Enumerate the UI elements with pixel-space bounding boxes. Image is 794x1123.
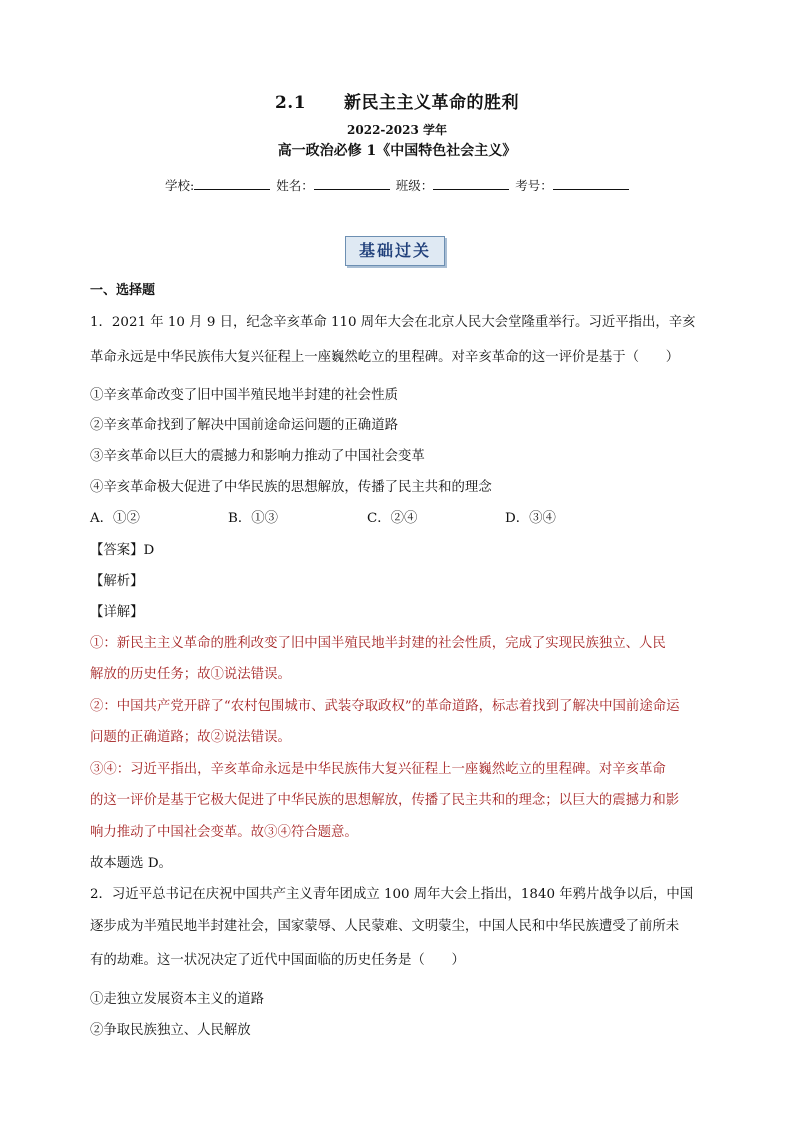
school-blank[interactable] <box>194 178 270 190</box>
section-title: 一、选择题 <box>90 283 156 298</box>
q1-detail-label: 【详解】 <box>90 605 144 620</box>
q1-explanation-line-5: ③④：习近平指出，辛亥革命永远是中华民族伟大复兴征程上一座巍然屹立的里程碑。对辛亥革命 <box>90 762 666 777</box>
q2-stem-line-2: 逐步成为半殖民地半封建社会，国家蒙辱、人民蒙难、文明蒙尘，中国人民和中华民族遭受了前所未 <box>90 919 680 934</box>
student-info-fields <box>165 176 631 194</box>
q1-explanation-line-4: 问题的正确道路；故②说法错误。 <box>90 730 291 745</box>
q1-stem-line-2: 革命永远是中华民族伟大复兴征程上一座巍然屹立的里程碑。对辛亥革命的这一评价是基于（ ） <box>90 350 680 365</box>
q1-explanation-line-7: 响力推动了中国社会变革。故③④符合题意。 <box>90 825 358 840</box>
exam-no-blank[interactable] <box>553 178 629 190</box>
q1-stem-line-1: 1．2021 年 10 月 9 日，纪念辛亥革命 110 周年大会在北京人民大会堂隆重举行。习近平指出，辛亥 <box>90 315 696 330</box>
class-label: 班级： <box>395 178 434 193</box>
q1-explanation-line-2: 解放的历史任务；故①说法错误。 <box>90 667 291 682</box>
q1-analysis-label: 【解析】 <box>90 574 144 589</box>
q1-explanation-line-1: ①：新民主主义革命的胜利改变了旧中国半殖民地半封建的社会性质，完成了实现民族独立、人民 <box>90 636 666 651</box>
q1-explanation-line-3: ②：中国共产党开辟了“农村包围城市、武装夺取政权”的革命道路，标志着找到了解决中国前途命运 <box>90 699 680 714</box>
school-label: 学校: <box>165 178 195 193</box>
page-title <box>0 88 794 113</box>
q1-answer: 【答案】D <box>90 543 155 558</box>
school-year: 2022-2023 学年 <box>347 123 447 137</box>
q1-item-2: ②辛亥革命找到了解决中国前途命运问题的正确道路 <box>90 418 398 433</box>
q1-option-a[interactable]: A．①② <box>90 511 140 526</box>
q1-item-4: ④辛亥革命极大促进了中华民族的思想解放，传播了民主共和的理念 <box>90 480 492 495</box>
q1-option-c[interactable]: C．②④ <box>367 511 418 526</box>
subject-title: 高一政治必修 1《中国特色社会主义》 <box>277 143 517 159</box>
q1-conclusion: 故本题选 D。 <box>90 856 172 871</box>
q1-option-d[interactable]: D．③④ <box>505 511 556 526</box>
title-text: 新民主主义革命的胜利 <box>344 93 520 113</box>
basic-level-badge <box>345 236 445 266</box>
q2-stem-line-3: 有的劫难。这一状况决定了近代中国面临的历史任务是（ ） <box>90 953 465 968</box>
q1-option-b[interactable]: B．①③ <box>228 511 279 526</box>
title-number: 2.1 <box>274 93 307 113</box>
q2-item-2: ②争取民族独立、人民解放 <box>90 1023 251 1038</box>
badge-text: 基础过关 <box>358 241 431 260</box>
q1-options <box>0 507 794 527</box>
q1-item-1: ①辛亥革命改变了旧中国半殖民地半封建的社会性质 <box>90 388 398 403</box>
q2-stem-line-1: 2．习近平总书记在庆祝中国共产主义青年团成立 100 周年大会上指出，1840 年鸦片战争以后，中国 <box>90 887 694 902</box>
exam-no-label: 考号： <box>515 178 553 193</box>
name-blank[interactable] <box>314 178 390 190</box>
class-blank[interactable] <box>433 178 509 190</box>
q1-explanation-line-6: 的这一评价是基于它极大促进了中华民族的思想解放，传播了民主共和的理念；以巨大的震撼力和影 <box>90 793 680 808</box>
q2-item-1: ①走独立发展资本主义的道路 <box>90 992 265 1007</box>
q1-item-3: ③辛亥革命以巨大的震撼力和影响力推动了中国社会变革 <box>90 449 425 464</box>
name-label: 姓名： <box>276 178 314 193</box>
